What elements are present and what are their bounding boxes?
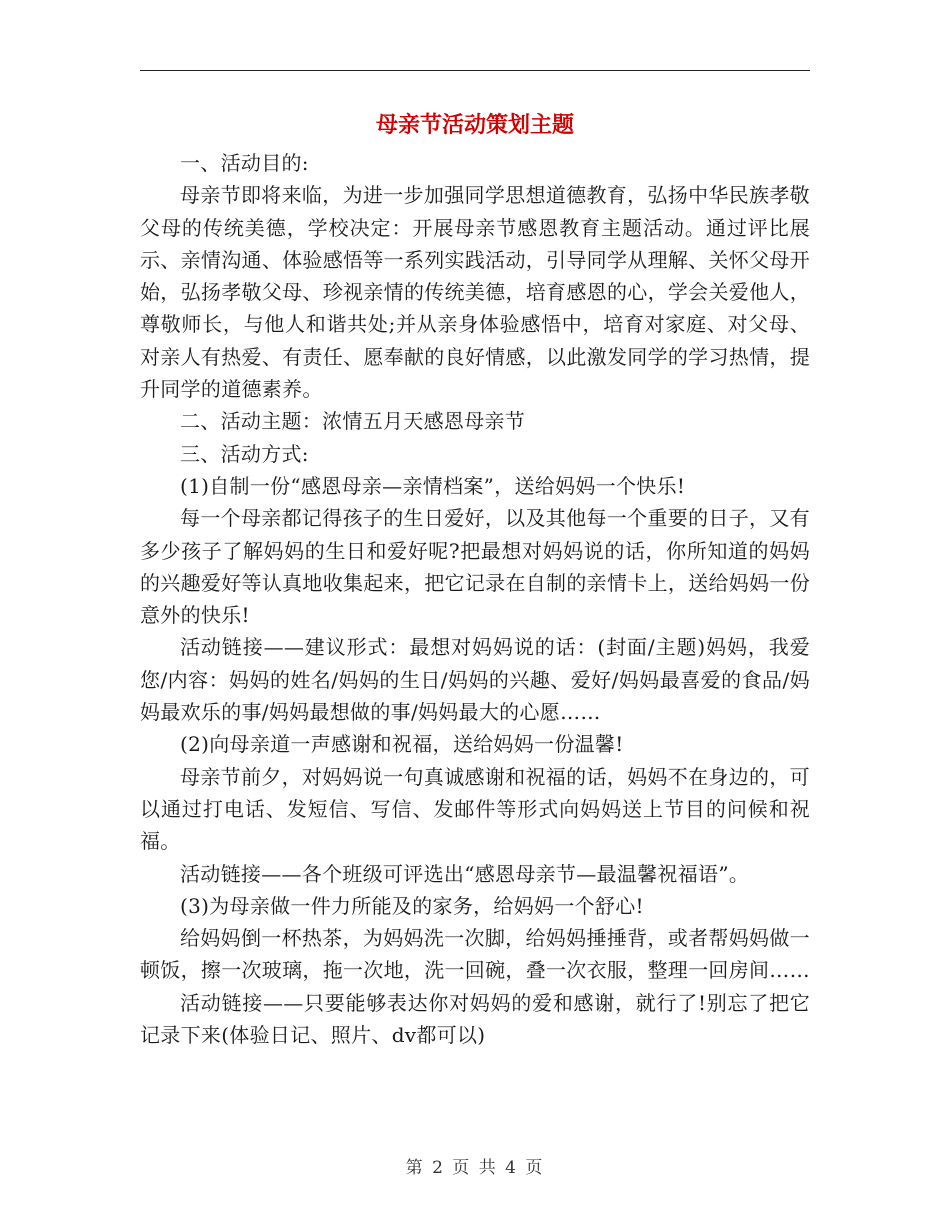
section-heading-purpose: 一、活动目的:	[180, 151, 309, 175]
document-body	[140, 147, 810, 1051]
method-2-heading: (2)向母亲道一声感谢和祝福，送给妈妈一份温馨!	[180, 732, 624, 757]
section-heading-methods: 三、活动方式:	[180, 441, 309, 466]
method-2-paragraph: 母亲节前夕，对妈妈说一句真诚感谢和祝福的话，妈妈不在身边的，可以通过打电话、发短信、写信、发邮件等形式向妈妈送上节目的问候和祝福。	[140, 764, 810, 854]
method-2-link: 活动链接——各个班级可评选出“感恩母亲节—最温馨祝福语”。	[180, 861, 750, 886]
section-heading-theme: 二、活动主题：浓情五月天感恩母亲节	[180, 409, 526, 434]
method-1-paragraph: 每一个母亲都记得孩子的生日爱好，以及其他每一个重要的日子，又有多少孩子了解妈妈的生日和爱好呢?把最想对妈妈说的话，你所知道的妈妈的兴趣爱好等认真地收集起来，把它记录在自制的亲情卡上，送给妈妈一份意外的快乐!	[140, 506, 810, 628]
document-title: 母亲节活动策划主题	[375, 112, 574, 138]
method-1-link: 活动链接——建议形式：最想对妈妈说的话：(封面/主题)妈妈，我爱您/内容：妈妈的姓名/妈妈的生日/妈妈的兴趣、爱好/妈妈最喜爱的食品/妈妈最欢乐的事/妈妈最想做的事/妈妈最大的心愿……	[140, 635, 810, 725]
method-3-heading: (3)为母亲做一件力所能及的家务，给妈妈一个舒心!	[180, 893, 644, 918]
page-number-footer: 第 2 页 共 4 页	[405, 1158, 545, 1178]
method-1-heading: (1)自制一份“感恩母亲—亲情档案”，送给妈妈一个快乐!	[180, 473, 686, 498]
method-3-link: 活动链接——只要能够表达你对妈妈的爱和感谢，就行了!别忘了把它记录下来(体验日记、照片、dv都可以)	[140, 990, 810, 1048]
paragraph-purpose: 母亲节即将来临，为进一步加强同学思想道德教育，弘扬中华民族孝敬父母的传统美德，学校决定：开展母亲节感恩教育主题活动。通过评比展示、亲情沟通、体验感悟等一系列实践活动，引导同学从理解、关怀父母开始，弘扬孝敬父母、珍视亲情的传统美德，培育感恩的心，学会关爱他人，尊敬师长，与他人和谐共处;并从亲身体验感悟中，培育对家庭、对父母、对亲人有热爱、有责任、愿奉献的良好情感，以此激发同学的学习热情，提升同学的道德素养。	[140, 183, 810, 402]
method-3-paragraph: 给妈妈倒一杯热茶，为妈妈洗一次脚，给妈妈捶捶背，或者帮妈妈做一顿饭，擦一次玻璃，拖一次地，洗一回碗，叠一次衣服，整理一回房间……	[140, 926, 810, 983]
header-rule	[140, 70, 810, 71]
